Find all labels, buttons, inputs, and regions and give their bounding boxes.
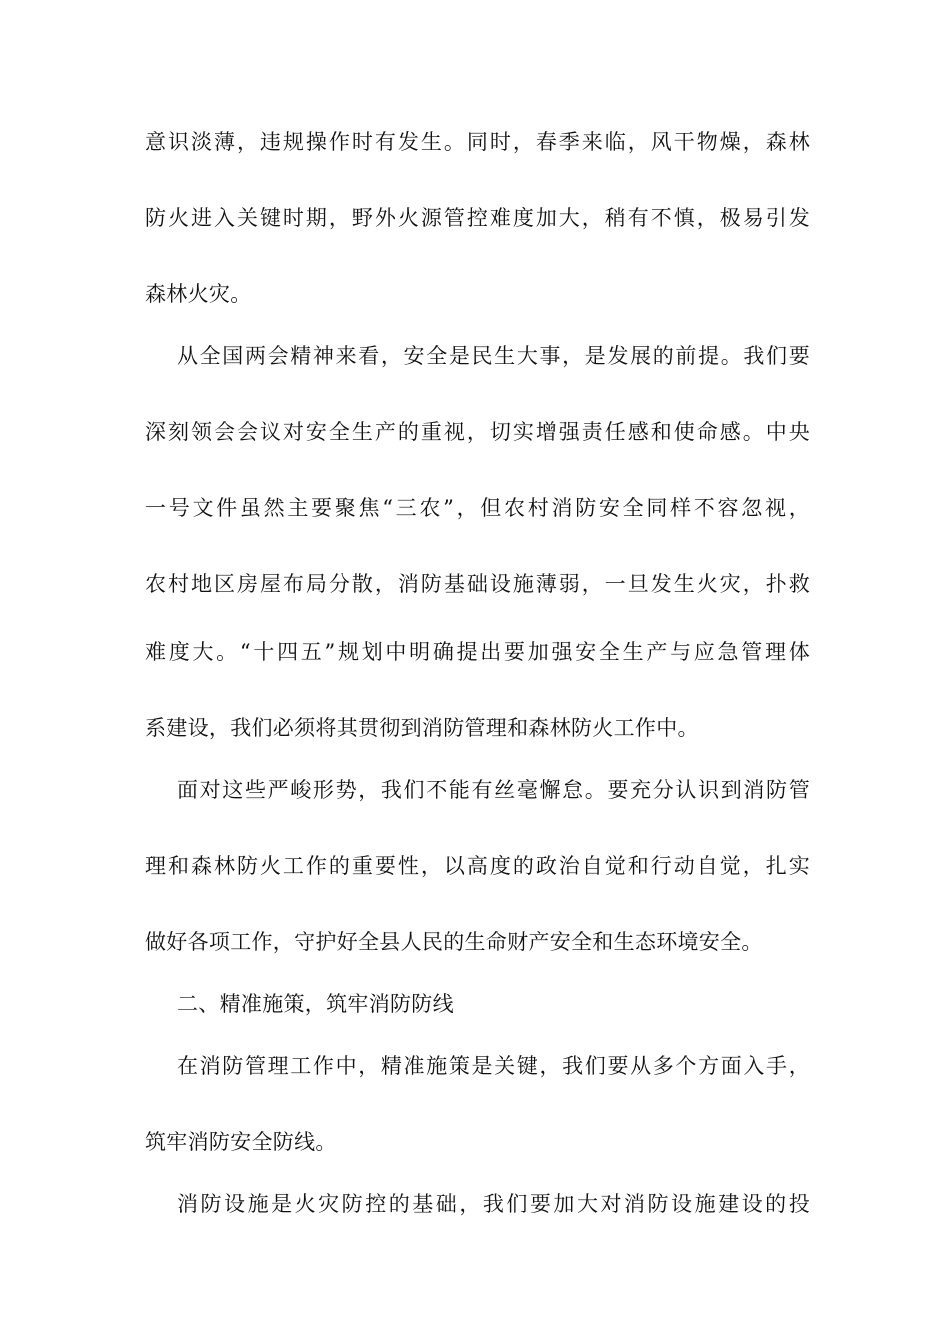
paragraph-2-line-1: 从全国两会精神来看，安全是民生大事，是发展的前提。我们要 bbox=[177, 344, 810, 368]
paragraph-2-line-2: 深刻领会会议对安全生产的重视，切实增强责任感和使命感。中央 bbox=[145, 420, 810, 444]
paragraph-5-line-1: 消防设施是火灾防控的基础，我们要加大对消防设施建设的投 bbox=[177, 1192, 810, 1216]
paragraph-4-line-1: 在消防管理工作中，精准施策是关键，我们要从多个方面入手， bbox=[177, 1054, 810, 1078]
paragraph-1-line-1: 意识淡薄，违规操作时有发生。同时，春季来临，风干物燥，森林 bbox=[145, 130, 810, 154]
paragraph-1-line-2: 防火进入关键时期，野外火源管控难度加大，稍有不慎，极易引发 bbox=[145, 206, 810, 230]
paragraph-3-line-3: 做好各项工作，守护好全县人民的生命财产安全和生态环境安全。 bbox=[145, 930, 763, 954]
paragraph-2-line-6: 系建设，我们必须将其贯彻到消防管理和森林防火工作中。 bbox=[145, 716, 699, 740]
paragraph-3-line-1: 面对这些严峻形势，我们不能有丝毫懈怠。要充分认识到消防管 bbox=[177, 778, 810, 802]
paragraph-3-line-2: 理和森林防火工作的重要性，以高度的政治自觉和行动自觉，扎实 bbox=[145, 854, 810, 878]
paragraph-4-line-2: 筑牢消防安全防线。 bbox=[145, 1130, 337, 1154]
paragraph-1-line-3: 森林火灾。 bbox=[145, 282, 252, 306]
paragraph-2-line-3: 一号文件虽然主要聚焦“三农”，但农村消防安全同样不容忽视， bbox=[145, 496, 810, 520]
paragraph-2-line-4: 农村地区房屋布局分散，消防基础设施薄弱，一旦发生火灾，扑救 bbox=[145, 572, 810, 596]
paragraph-2-line-5: 难度大。“十四五”规划中明确提出要加强安全生产与应急管理体 bbox=[145, 640, 810, 664]
section-heading: 二、精准施策，筑牢消防防线 bbox=[177, 992, 454, 1016]
